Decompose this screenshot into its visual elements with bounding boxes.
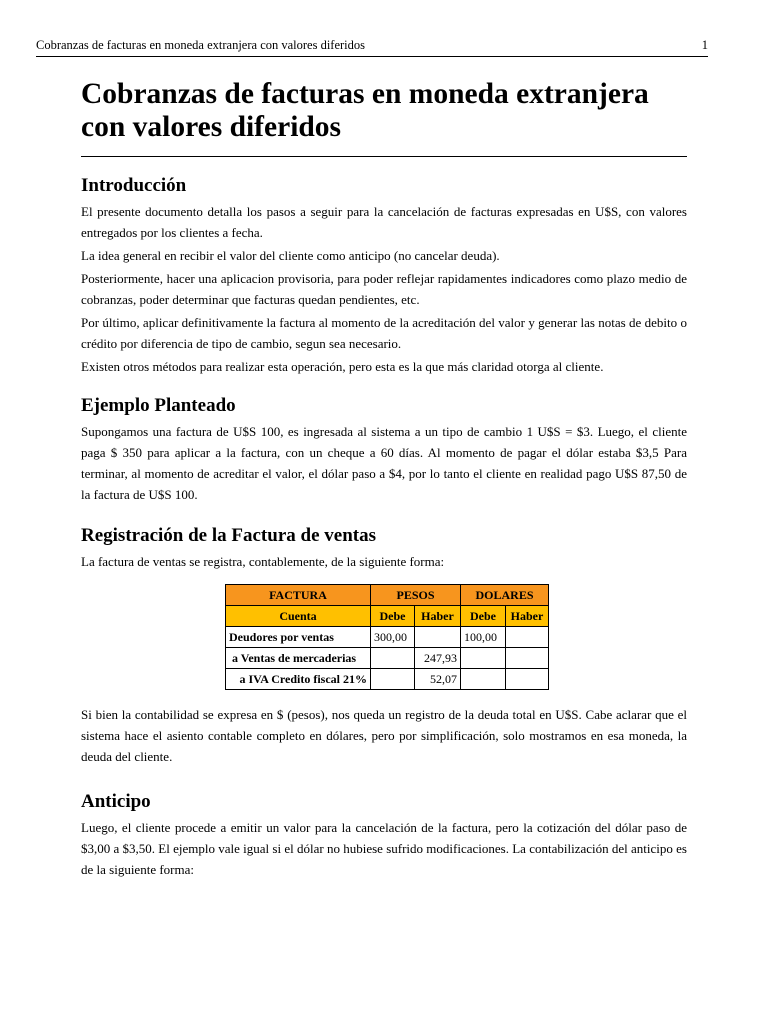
header-factura: FACTURA	[226, 585, 371, 606]
cell-debe-pesos	[371, 648, 415, 669]
paragraph: Posteriormente, hacer una aplicacion provisoria, para poder reflejar rapidamentes indicadores como plazo medio de cobranzas, poder determinar que facturas quedan pendientes, etc.	[81, 271, 687, 307]
cell-debe-dolares	[461, 669, 506, 690]
cell-haber-dolares	[506, 627, 549, 648]
header-dolares: DOLARES	[461, 585, 549, 606]
cell-cuenta: a IVA Credito fiscal 21%	[226, 669, 371, 690]
paragraph: La factura de ventas se registra, contablemente, de la siguiente forma:	[81, 554, 445, 569]
section-heading-ejemplo: Ejemplo Planteado	[81, 395, 236, 416]
header-haber-dolares: Haber	[506, 606, 549, 627]
section-introduccion	[81, 175, 687, 377]
section-heading-anticipo: Anticipo	[81, 791, 151, 812]
cell-haber-dolares	[506, 669, 549, 690]
ledger-subheader-row	[226, 606, 549, 627]
paragraph: Luego, el cliente procede a emitir un valor para la cancelación de la factura, pero la cotización del dólar paso de $3,00 a $3,50. El ejemplo vale igual si el dólar no hubiese sufrido modificaciones. La contabilización del anticipo es de la siguiente forma:	[81, 820, 687, 877]
table-row	[226, 627, 549, 648]
section-anticipo	[81, 791, 687, 880]
header-cuenta: Cuenta	[226, 606, 371, 627]
paragraph: El presente documento detalla los pasos a seguir para la cancelación de facturas expresadas en U$S, con valores entregados por los clientes a fecha.	[81, 204, 687, 240]
section-registracion	[81, 525, 687, 767]
running-header	[36, 38, 708, 57]
cell-cuenta: Deudores por ventas	[226, 627, 371, 648]
running-header-title: Cobranzas de facturas en moneda extranjera con valores diferidos	[36, 38, 366, 52]
table-row	[226, 648, 549, 669]
ledger-table	[225, 584, 549, 690]
cell-debe-pesos	[371, 669, 415, 690]
cell-haber-pesos: 52,07	[415, 669, 461, 690]
header-debe-pesos: Debe	[371, 606, 415, 627]
cell-haber-dolares	[506, 648, 549, 669]
paragraph: Por último, aplicar definitivamente la factura al momento de la acreditación del valor y generar las notas de debito o crédito por diferencia de tipo de cambio, segun sea necesario.	[81, 315, 687, 351]
header-haber-pesos: Haber	[415, 606, 461, 627]
paragraph: Si bien la contabilidad se expresa en $ (pesos), nos queda un registro de la deuda total en U$S. Cabe aclarar que el sistema hace el asiento contable completo en dólares, pero por simplificación, solo mostramos en esa moneda, la deuda del cliente.	[81, 707, 687, 764]
cell-debe-dolares: 100,00	[461, 627, 506, 648]
cell-cuenta: a Ventas de mercaderias	[226, 648, 371, 669]
cell-haber-pesos: 247,93	[415, 648, 461, 669]
paragraph: La idea general en recibir el valor del cliente como anticipo (no cancelar deuda).	[81, 248, 500, 263]
cell-haber-pesos	[415, 627, 461, 648]
section-heading-registracion: Registración de la Factura de ventas	[81, 525, 376, 546]
table-row	[226, 669, 549, 690]
header-pesos: PESOS	[371, 585, 461, 606]
document-body	[81, 78, 687, 880]
section-heading-introduccion: Introducción	[81, 175, 187, 196]
cell-debe-dolares	[461, 648, 506, 669]
header-debe-dolares: Debe	[461, 606, 506, 627]
ledger-header-row	[226, 585, 549, 606]
paragraph: Existen otros métodos para realizar esta operación, pero esta es la que más claridad otorga al cliente.	[81, 359, 604, 374]
paragraph: Supongamos una factura de U$S 100, es ingresada al sistema a un tipo de cambio 1 U$S = $3. Luego, el cliente paga $ 350 para aplicar a la factura, con un cheque a 60 días. Al momento de pagar el dólar estaba $3,5 Para terminar, al momento de acreditar el valor, el dólar paso a $4, por lo tanto el cliente en realidad pago U$S 87,50 de la factura de U$S 100.	[81, 424, 687, 502]
document-title: Cobranzas de facturas en moneda extranjera con valores diferidos	[81, 78, 687, 157]
section-ejemplo-planteado	[81, 395, 687, 505]
cell-debe-pesos: 300,00	[371, 627, 415, 648]
page-number: 1	[701, 38, 708, 52]
